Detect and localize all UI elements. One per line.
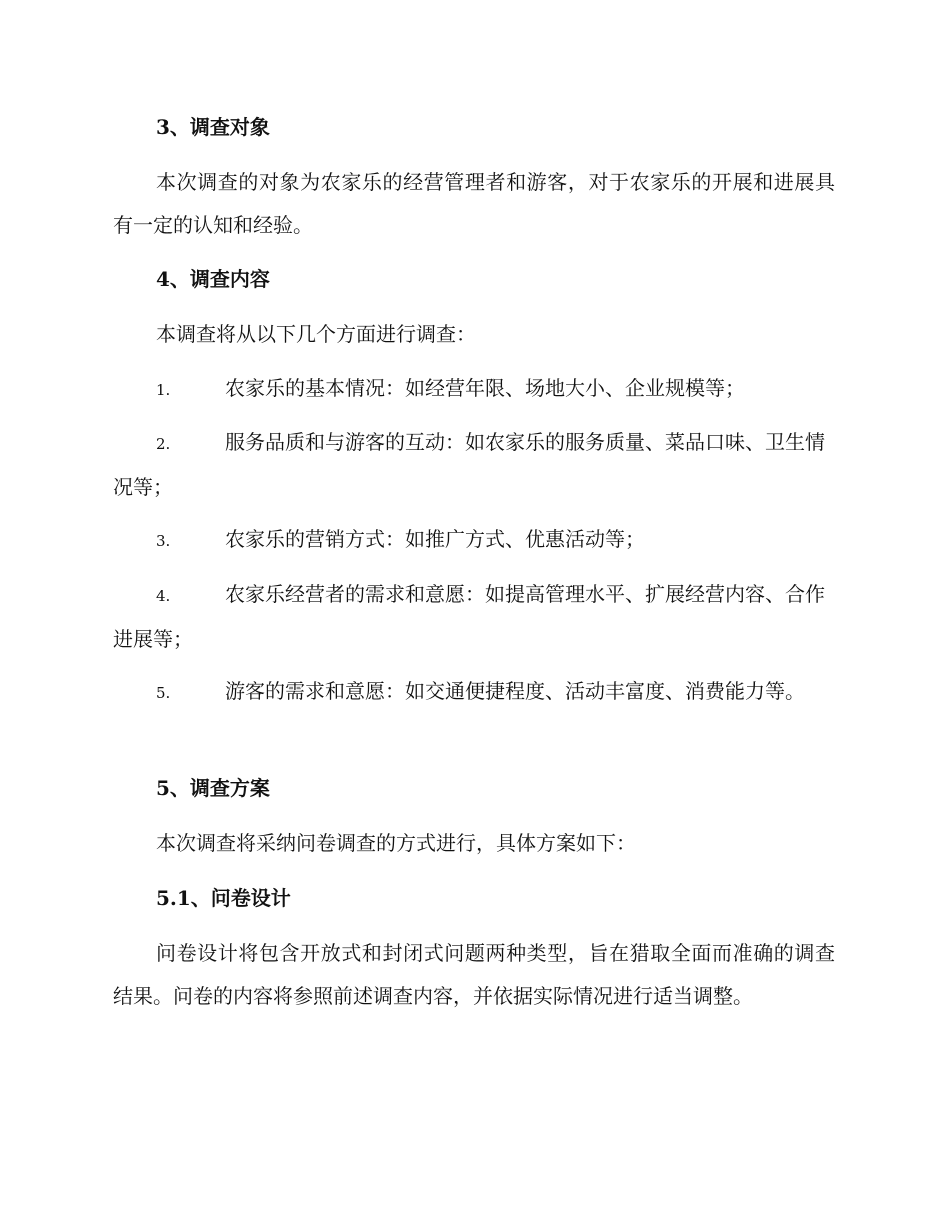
list-item-text: 游客的需求和意愿：如交通便捷程度、活动丰富度、消费能力等。 bbox=[225, 679, 805, 703]
section-4-heading: 4、调查内容 bbox=[156, 267, 270, 291]
section-3-heading: 3、调查对象 bbox=[156, 115, 270, 139]
list-item bbox=[113, 367, 835, 412]
section-5-heading: 5、调查方案 bbox=[156, 776, 270, 800]
section-5-1-heading: 5.1、问卷设计 bbox=[156, 886, 291, 910]
list-item-number: 5. bbox=[156, 684, 171, 702]
list-item-number: 3. bbox=[156, 532, 171, 550]
section-4-intro: 本调查将从以下几个方面进行调查： bbox=[156, 322, 476, 346]
list-item bbox=[113, 573, 835, 661]
section-5-intro: 本次调查将采纳问卷调查的方式进行，具体方案如下： bbox=[156, 831, 636, 855]
section-5-1-paragraph: 问卷设计将包含开放式和封闭式问题两种类型，旨在猎取全面而准确的调查结果。问卷的内容将参照前述调查内容，并依据实际情况进行适当调整。 bbox=[113, 941, 835, 1008]
list-item-number: 1. bbox=[156, 381, 171, 399]
list-item-number: 2. bbox=[156, 435, 171, 453]
list-item-text: 农家乐经营者的需求和意愿：如提高管理水平、扩展经营内容、合作进展等； bbox=[113, 582, 825, 651]
list-item-text: 农家乐的基本情况：如经营年限、场地大小、企业规模等； bbox=[225, 376, 745, 400]
section-3-paragraph: 本次调查的对象为农家乐的经营管理者和游客，对于农家乐的开展和进展具有一定的认知和经验。 bbox=[113, 170, 835, 237]
list-item bbox=[113, 421, 835, 509]
list-item-number: 4. bbox=[156, 587, 171, 605]
list-item bbox=[113, 670, 835, 715]
list-item-text: 服务品质和与游客的互动：如农家乐的服务质量、菜品口味、卫生情况等； bbox=[113, 430, 825, 499]
list-item bbox=[113, 518, 835, 563]
list-item-text: 农家乐的营销方式：如推广方式、优惠活动等； bbox=[225, 527, 645, 551]
